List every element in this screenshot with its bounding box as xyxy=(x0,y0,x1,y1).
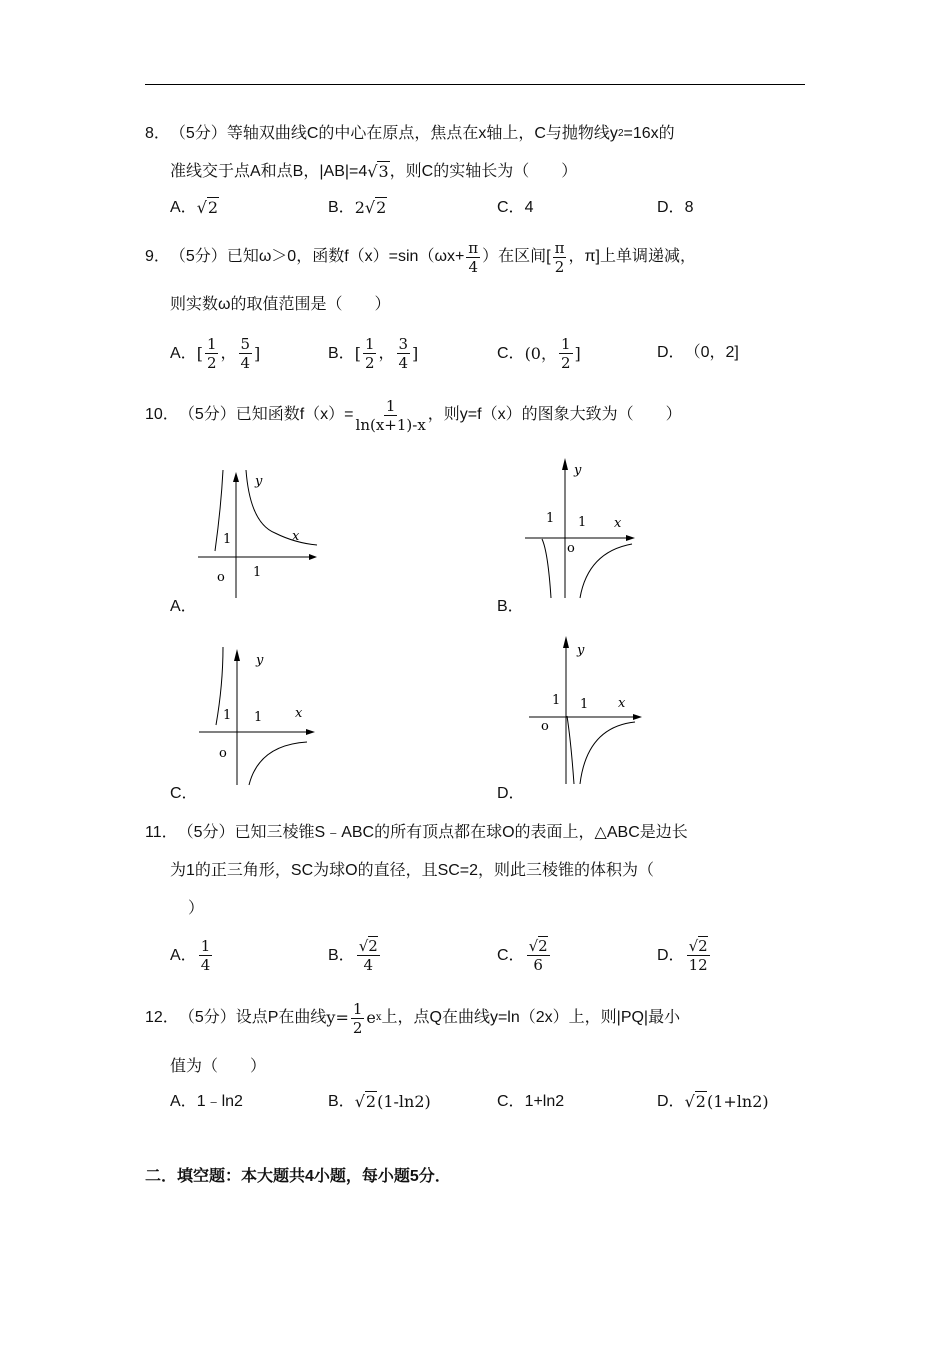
text: 8 xyxy=(684,199,694,216)
text: 1 xyxy=(578,515,587,530)
question-score: （5分） xyxy=(169,125,227,142)
text: 12． xyxy=(145,1009,179,1026)
text: （5分） xyxy=(169,248,227,265)
graph-b-option[interactable]: B． xyxy=(497,598,524,615)
text: (1-ln2) xyxy=(377,1092,431,1111)
text: 1 xyxy=(200,937,211,955)
option-b[interactable]: B． √2 (1-ln2) xyxy=(328,1092,431,1111)
question-8-line1 xyxy=(145,124,675,144)
text: y xyxy=(574,463,582,478)
option-a[interactable]: A． √2 xyxy=(170,198,219,217)
text: 1 xyxy=(254,710,263,725)
graph-d-option[interactable]: D． xyxy=(497,785,525,802)
question-12-line1 xyxy=(145,1000,680,1036)
text: ） xyxy=(188,900,205,917)
text: D． xyxy=(657,946,685,964)
text: ， xyxy=(378,344,395,362)
question-8-line2 xyxy=(170,162,577,182)
section-heading: 二．填空题：本大题共4小题，每小题5分． xyxy=(145,1168,451,1185)
fraction xyxy=(553,239,567,276)
text: (1+ln2) xyxy=(706,1092,769,1111)
fraction xyxy=(356,397,426,434)
text: C． xyxy=(497,344,525,362)
text: C． xyxy=(497,946,525,964)
text: 2 xyxy=(206,354,217,372)
text: B． xyxy=(328,344,355,362)
text: 1 xyxy=(206,335,217,353)
text: y xyxy=(255,474,263,489)
graph-d xyxy=(527,632,649,787)
text: 2 xyxy=(376,198,387,217)
text: 2 xyxy=(695,1092,706,1111)
text: 1﹣ln2 xyxy=(196,1093,243,1110)
text: ）在区间[ xyxy=(482,248,551,265)
text: x xyxy=(618,696,626,711)
text: 1 xyxy=(580,697,589,712)
text: x xyxy=(295,706,303,721)
question-12-line2 xyxy=(170,1057,266,1077)
text: 1 xyxy=(253,565,262,580)
text: e xyxy=(366,1008,376,1027)
text: 1 xyxy=(546,511,555,526)
text: π xyxy=(554,238,565,257)
question-text: 准线交于点A和点B， xyxy=(170,163,320,180)
text: 1 xyxy=(223,532,232,547)
header-rule xyxy=(145,84,805,85)
text: 2 xyxy=(538,937,548,955)
text: （0，2] xyxy=(684,344,739,361)
text: 1+ln2 xyxy=(524,1093,565,1110)
question-11-line3 xyxy=(188,899,204,919)
text: π xyxy=(468,238,479,257)
text: ，则y=f（x）的图象大致为（ ） xyxy=(427,406,682,423)
text: C． xyxy=(497,199,525,216)
graph-a xyxy=(195,468,325,600)
text: 2 xyxy=(561,354,571,372)
option-a[interactable] xyxy=(170,1092,243,1112)
graph-b xyxy=(522,452,647,602)
text: x xyxy=(292,529,300,544)
text: ] xyxy=(574,343,581,363)
text: 4 xyxy=(398,354,409,372)
text: 2 xyxy=(364,354,375,372)
text: A． xyxy=(170,199,197,216)
option-b[interactable]: B． 2 √2 xyxy=(328,198,387,217)
option-d[interactable] xyxy=(657,198,693,218)
text: ] xyxy=(412,343,419,363)
question-text: =16x的 xyxy=(623,125,675,142)
text: o xyxy=(219,746,227,761)
question-10-line1 xyxy=(145,396,682,434)
text: 6 xyxy=(533,956,543,974)
option-c[interactable] xyxy=(497,335,581,372)
text: x xyxy=(375,1012,382,1023)
question-text: 等轴双曲线C的中心在原点，焦点在x轴上，C与抛物线y xyxy=(226,125,618,142)
text: [ xyxy=(196,343,203,363)
option-c[interactable]: C． $\frac{√2}{6}$ xyxy=(497,937,548,974)
text: 上，点Q在曲线y=ln（2x）上，则|PQ|最小 xyxy=(381,1009,681,1026)
text: 9． xyxy=(145,248,170,265)
text: 已知ω＞0，函数f（x）=sin（ωx+ xyxy=(226,248,465,265)
text: A． xyxy=(170,344,197,362)
option-d[interactable]: D． √2 (1+ln2) xyxy=(657,1092,769,1111)
text: 10． xyxy=(145,406,179,423)
question-11-line1 xyxy=(145,823,688,843)
text: 4 xyxy=(363,956,374,974)
text: 1 xyxy=(352,999,363,1018)
text: 3 xyxy=(398,335,409,353)
text: 2 xyxy=(554,257,565,276)
text: o xyxy=(541,719,549,734)
text: 则实数ω的取值范围是（ ） xyxy=(170,296,391,313)
question-9-line2 xyxy=(170,295,391,315)
text: 1 xyxy=(364,335,375,353)
graph-c xyxy=(197,645,322,787)
text: [ xyxy=(354,343,361,363)
text: (0， xyxy=(524,343,557,363)
text: 5 xyxy=(240,335,251,353)
text: x xyxy=(614,516,622,531)
text: （5分） xyxy=(178,1009,236,1026)
graph-a-option[interactable]: A． xyxy=(170,598,197,615)
text: 2 xyxy=(352,1018,363,1037)
text: 为1的正三角形，SC为球O的直径，且SC=2，则此三棱锥的体积为（ xyxy=(170,862,655,879)
option-c[interactable] xyxy=(497,198,533,218)
text: 1 xyxy=(385,396,396,415)
text: ln(x+1)-x xyxy=(355,415,426,434)
text: 2 xyxy=(207,198,219,217)
option-c[interactable] xyxy=(497,1092,564,1112)
sqrt: √3 xyxy=(367,162,389,181)
text: 4 xyxy=(240,354,251,372)
text: 2 xyxy=(365,1092,377,1111)
text: ，π]上单调递减， xyxy=(568,248,696,265)
text: y xyxy=(256,653,264,668)
text: 已知函数f（x）= xyxy=(235,406,354,423)
text: 12 xyxy=(688,956,708,974)
text: 11． xyxy=(145,824,178,841)
option-a[interactable] xyxy=(170,335,260,372)
text: 设点P在曲线 xyxy=(235,1009,327,1026)
option-a[interactable] xyxy=(170,937,214,974)
text: 4 xyxy=(468,257,478,276)
text: （5分） xyxy=(178,406,236,423)
text: 2 xyxy=(698,937,708,955)
question-9-line1 xyxy=(145,238,696,276)
option-d[interactable] xyxy=(657,343,739,363)
question-text: ，则C的实轴长为（ ） xyxy=(389,163,578,180)
text: （5分） xyxy=(177,824,235,841)
fraction xyxy=(466,239,480,276)
text: 已知三棱锥S﹣ABC的所有顶点都在球O的表面上，△ABC是边长 xyxy=(234,824,688,841)
superscript: 2 xyxy=(617,128,624,139)
text: 4 xyxy=(524,199,534,216)
text: 2 xyxy=(354,198,365,217)
text: 1 xyxy=(552,693,561,708)
text: ] xyxy=(254,343,261,363)
option-b[interactable]: B． $\frac{√2}{4}$ xyxy=(328,937,378,974)
text: D． xyxy=(657,344,685,361)
text: 1 xyxy=(561,335,571,353)
text: A． xyxy=(170,1093,197,1110)
text: 值为（ ） xyxy=(170,1058,267,1075)
option-d[interactable]: D． $\frac{√2}{12}$ xyxy=(657,937,708,974)
text: 4 xyxy=(200,956,211,974)
text: A． xyxy=(170,946,197,964)
text: o xyxy=(217,570,225,585)
option-b[interactable] xyxy=(328,335,418,372)
text: y xyxy=(577,643,585,658)
text: 3 xyxy=(378,162,389,181)
text: o xyxy=(567,541,575,556)
text: D． xyxy=(657,199,685,216)
text: B． xyxy=(328,199,355,216)
graph-c-option[interactable]: C． xyxy=(170,785,198,802)
text: B． xyxy=(328,1093,355,1110)
question-11-line2 xyxy=(170,861,654,881)
text: D． xyxy=(657,1093,685,1110)
text: y= xyxy=(326,1008,349,1027)
question-text: |AB|=4 xyxy=(319,163,368,180)
text: 2 xyxy=(368,937,378,955)
text: C． xyxy=(497,1093,525,1110)
question-number: 8． xyxy=(145,125,170,142)
text: 1 xyxy=(223,708,232,723)
text: ， xyxy=(220,344,237,362)
text: B． xyxy=(328,946,355,964)
